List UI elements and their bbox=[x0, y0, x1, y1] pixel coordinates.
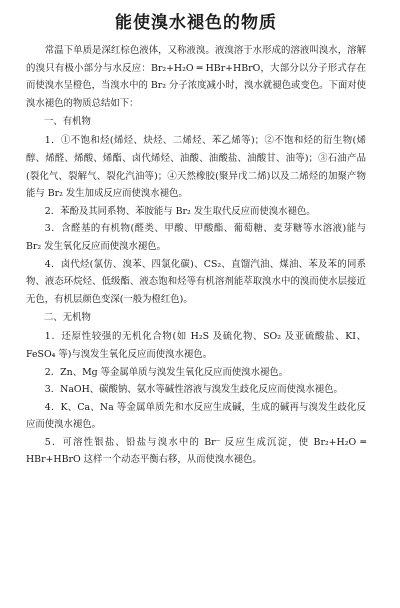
organic-item-2: 2．苯酚及其同系物、苯胺能与 Br₂ 发生取代反应而使溴水褪色。 bbox=[44, 205, 316, 217]
section-heading-inorganic: 二、无机物 bbox=[44, 312, 91, 324]
document-title: 能使溴水褪色的物质 bbox=[115, 13, 277, 33]
inorganic-item-5: 5．可溶性银盐、铅盐与溴水中的 Br⁻ 反应生成沉淀，使 Br₂+H₂O ═ HBr+HBrO 这样一个动态平衡右移，从而使溴水褪色。 bbox=[26, 436, 366, 466]
inorganic-item-3: 3．NaOH、碳酸钠、氨水等碱性溶液与溴发生歧化反应而使溴水褪色。 bbox=[44, 384, 343, 396]
organic-item-3: 3．含醛基的有机物(醛类、甲酸、甲酸酯、葡萄糖、麦芽糖等水溶液)能与 Br₂ 发生氧化反应而使溴水褪色。 bbox=[26, 223, 366, 252]
section-heading-organic: 一、有机物 bbox=[44, 116, 91, 128]
organic-item-4: 4．卤代烃(氯仿、溴苯、四氯化碳)、CS₂、直馏汽油、煤油、苯及苯的同系物、液态环烷烃、低级酯、液态饱和烃等有机溶剂能萃取溴水中的溴而使水层接近无色，有机层颜色变深(一般为橙红色)。 bbox=[26, 258, 366, 305]
organic-item-1: 1．①不饱和烃(烯烃、炔烃、二烯烃、苯乙烯等)；②不饱和烃的衍生物(烯醇、烯醛、烯酸、烯酯、卤代烯烃、油酸、油酸盐、油酸甘、油等)；③石油产品(裂化气、裂解气、裂化汽油等)；④天然橡胶(聚异戊二烯)以及二烯烃的加聚产物能与 Br₂ 发生加成反应而使溴水褪色。 bbox=[26, 135, 366, 200]
inorganic-item-4: 4．K、Ca、Na 等金属单质先和水反应生成碱，生成的碱再与溴发生歧化反应而使溴水褪色。 bbox=[26, 401, 366, 431]
inorganic-item-1: 1．还原性较强的无机化合物(如 H₂S 及硫化物、SO₂ 及亚硫酸盐、KI、FeSO₄ 等)与溴发生氧化反应而使溴水褪色。 bbox=[26, 331, 366, 360]
intro-paragraph: 常温下单质是深红棕色液体，又称液溴。液溴溶于水形成的溶液叫溴水，溶解的溴只有极小部分与水反应：Br₂+H₂O ═ HBr+HBrO，大部分以分子形式存在而使溴水呈橙色，当溴水中的 Br₂ 分子浓度减小时，溴水就褪色或变色。下面对使溴水褪色的物质总结如下： bbox=[26, 45, 366, 109]
inorganic-item-2: 2．Zn、Mg 等金属单质与溴发生氧化反应而使溴水褪色。 bbox=[44, 366, 289, 378]
